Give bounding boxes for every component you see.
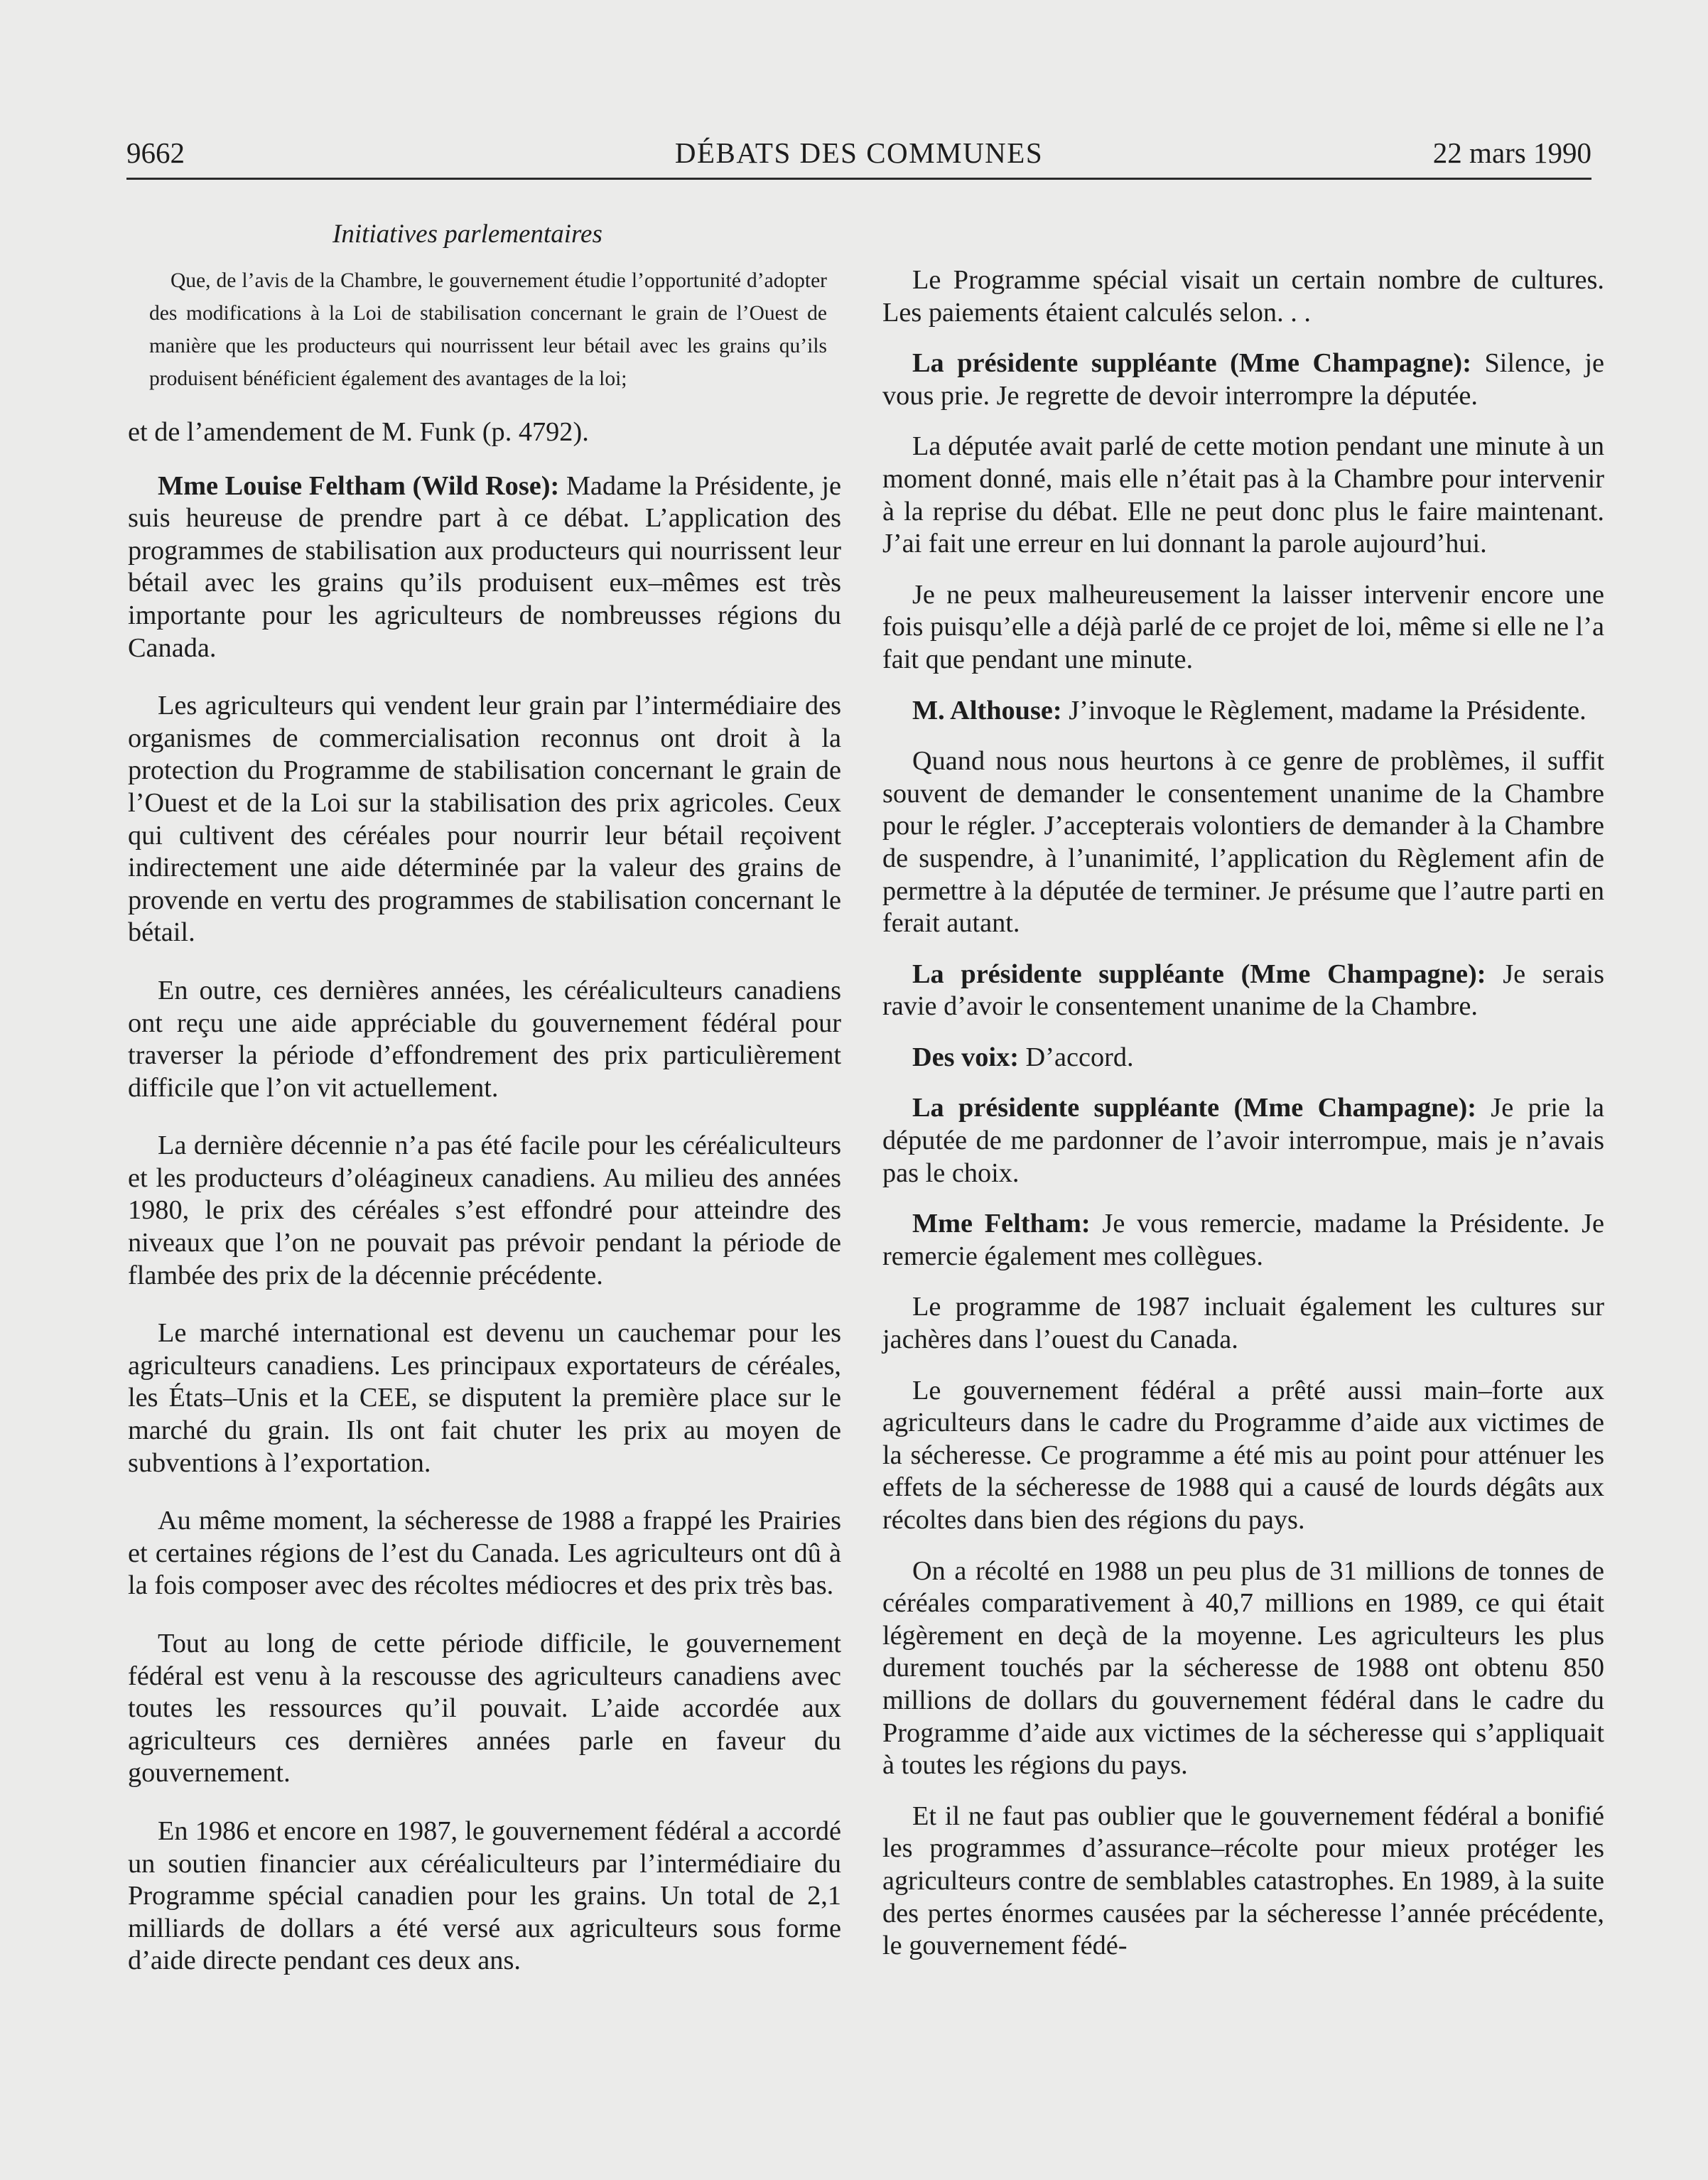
page-number: 9662 bbox=[126, 136, 185, 169]
section-label: Initiatives parlementaires bbox=[333, 220, 602, 249]
header-rule bbox=[126, 178, 1591, 180]
paragraph: Quand nous nous heurtons à ce genre de problèmes, il suffit souvent de demander le consentement unanime de la Chambre pour le régler. J’accepterais volontiers de demander à la Chambre de suspendre, à l’unanimité, l’application du Règlement afin de permettre à la députée de terminer. Je présume que l’autre parti en ferait autant. bbox=[882, 746, 1604, 939]
speaker-name: La présidente suppléante (Mme Champagne): bbox=[912, 959, 1486, 989]
paragraph bbox=[882, 1042, 1604, 1074]
journal-title: DÉBATS DES COMMUNES bbox=[674, 136, 1044, 169]
paragraph-text: D’accord. bbox=[1018, 1042, 1134, 1072]
speaker-name: La présidente suppléante (Mme Champagne): bbox=[912, 1093, 1476, 1123]
paragraph: En 1986 et encore en 1987, le gouvernement fédéral a accordé un soutien financier aux céréaliculteurs par l’intermédiaire du Programme spécial canadien pour les grains. Un total de 2,1 milliards de dollars a été versé aux agriculteurs sous forme d’aide directe pendant ces deux ans. bbox=[128, 1815, 841, 1976]
paragraph: La dernière décennie n’a pas été facile pour les céréaliculteurs et les producteurs d’oléagineux canadiens. Au milieu des années 1980, le prix des céréales s’est effondré pour atteindre des niveaux que l’on ne pouvait pas prévoir pendant la période de flambée des prix de la décennie précédente. bbox=[128, 1131, 841, 1290]
speaker-name: Mme Feltham: bbox=[912, 1209, 1091, 1239]
paragraph: Tout au long de cette période difficile, le gouvernement fédéral est venu à la rescousse des agriculteurs canadiens avec toutes les ressources qu’il pouvait. L’aide accordée aux agriculteurs ces dernières années parle en faveur du gouvernement. bbox=[128, 1629, 841, 1788]
paragraph bbox=[128, 470, 841, 665]
paragraph bbox=[882, 347, 1604, 412]
paragraph-text: Silence, je vous prie. Je regrette de devoir interrompre la députée. bbox=[882, 348, 1604, 411]
motion-quote: Que, de l’avis de la Chambre, le gouvernement étudie l’opportunité d’adopter des modifications à la Loi de stabilisation concernant le grain de l’Ouest de manière que les producteurs qui nourrissent leur bétail avec les grains qu’ils produisent bénéficient également des avantages de la loi; bbox=[149, 269, 827, 390]
paragraph: Le marché international est devenu un cauchemar pour les agriculteurs canadiens. Les principaux exportateurs de céréales, les États–Unis et la CEE, se disputent la première place sur le marché du grain. Ils ont fait chuter les prix au moyen de subventions à l’exportation. bbox=[128, 1318, 841, 1478]
header-date: 22 mars 1990 bbox=[1432, 136, 1591, 169]
paragraph bbox=[882, 695, 1604, 728]
speaker-name: La présidente suppléante (Mme Champagne): bbox=[912, 348, 1471, 379]
paragraph: Le Programme spécial visait un certain nombre de cultures. Les paiements étaient calculés selon. . . bbox=[882, 265, 1604, 328]
paragraph bbox=[882, 1208, 1604, 1273]
right-column bbox=[882, 264, 1604, 1981]
paragraph: Le gouvernement fédéral a prêté aussi main–forte aux agriculteurs dans le cadre du Programme d’aide aux victimes de la sécheresse. Ce programme a été mis au point pour atténuer les effets de la sécheresse de 1988 qui a causé de lourds dégâts aux récoltes dans bien des régions du pays. bbox=[882, 1375, 1604, 1535]
paragraph: Je ne peux malheureusement la laisser intervenir encore une fois puisqu’elle a déjà parlé de ce projet de loi, même si elle ne l’a fait que pendant une minute. bbox=[882, 579, 1604, 674]
paragraph-text: Je prie la députée de me pardonner de l’avoir interrompue, mais je n’avais pas le choix. bbox=[882, 1093, 1605, 1188]
speaker-name: Des voix: bbox=[912, 1042, 1019, 1072]
speaker-name: M. Althouse: bbox=[912, 695, 1062, 725]
paragraph bbox=[882, 959, 1604, 1023]
paragraph: Au même moment, la sécheresse de 1988 a frappé les Prairies et certaines régions de l’est du Canada. Les agriculteurs ont dû à la fois composer avec des récoltes médiocres et des prix très bas. bbox=[128, 1506, 841, 1601]
paragraph: En outre, ces dernières années, les céréaliculteurs canadiens ont reçu une aide appréciable du gouvernement fédéral pour traverser la période d’effondrement des prix particulièrement difficile que l’on vit actuellement. bbox=[128, 975, 841, 1103]
paragraph: La députée avait parlé de cette motion pendant une minute à un moment donné, mais elle n’était pas à la Chambre pour intervenir à la reprise du débat. Elle ne peut donc plus le faire maintenant. J’ai fait une erreur en lui donnant la parole aujourd’hui. bbox=[882, 431, 1604, 559]
paragraph-text: Je serais ravie d’avoir le consentement unanime de la Chambre. bbox=[882, 959, 1605, 1022]
paragraph: Le programme de 1987 incluait également les cultures sur jachères dans l’ouest du Canada. bbox=[882, 1292, 1604, 1355]
page-header bbox=[126, 135, 1591, 182]
speaker-name: Mme Louise Feltham (Wild Rose): bbox=[158, 470, 560, 501]
left-column bbox=[128, 264, 841, 2003]
paragraph-text: Madame la Présidente, je suis heureuse de prendre part à ce débat. L’application des programmes de stabilisation aux producteurs qui nourrissent leur bétail avec les grains qu’ils produisent eux–mêmes est très importante pour les agriculteurs de nombreusses régions du Canada. bbox=[128, 470, 841, 663]
paragraph bbox=[882, 1092, 1604, 1189]
paragraph-text: Je vous remercie, madame la Présidente. Je remercie également mes collègues. bbox=[882, 1209, 1604, 1271]
amendment-line: et de l’amendement de M. Funk (p. 4792). bbox=[128, 417, 589, 447]
paragraph-text: J’invoque le Règlement, madame la Présidente. bbox=[1061, 695, 1587, 725]
paragraph: Les agriculteurs qui vendent leur grain par l’intermédiaire des organismes de commercialisation reconnus ont droit à la protection du Programme de stabilisation concernant le grain de l’Ouest et de la Loi sur la stabilisation des prix agricoles. Ceux qui cultivent des céréales pour nourrir leur bétail reçoivent indirectement une aide déterminée par la valeur des grains de provende en vertu des programmes de stabilisation concernant le bétail. bbox=[128, 691, 841, 948]
paragraph: On a récolté en 1988 un peu plus de 31 millions de tonnes de céréales comparativement à 40,7 millions en 1989, ce qui était légèrement en deçà de la moyenne. Les agriculteurs les plus durement touchés par la sécheresse de 1988 ont obtenu 850 millions de dollars du gouvernement fédéral dans le cadre du Programme d’aide aux victimes de la sécheresse qui s’appliquait à toutes les régions du pays. bbox=[882, 1555, 1604, 1781]
paragraph: Et il ne faut pas oublier que le gouvernement fédéral a bonifié les programmes d’assurance–récolte pour mieux protéger les agriculteurs contre de semblables catastrophes. En 1989, à la suite des pertes énormes causées par la sécheresse l’année précédente, le gouvernement fédé- bbox=[882, 1801, 1604, 1961]
